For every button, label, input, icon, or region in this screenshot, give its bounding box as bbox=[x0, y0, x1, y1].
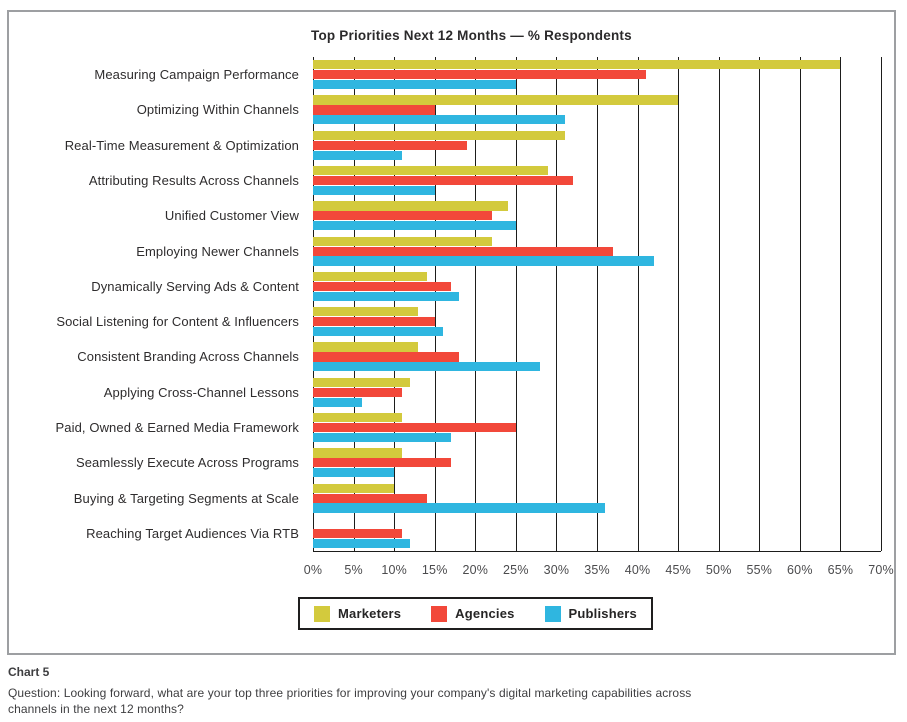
legend-swatch-icon bbox=[545, 606, 561, 622]
bar-marketers bbox=[313, 95, 678, 104]
bar-publishers bbox=[313, 115, 565, 124]
category-label: Social Listening for Content & Influencers bbox=[56, 314, 299, 330]
category-label: Reaching Target Audiences Via RTB bbox=[86, 525, 299, 541]
category-label: Unified Customer View bbox=[164, 208, 299, 224]
x-tick-label: 20% bbox=[462, 563, 489, 577]
category-label: Attributing Results Across Channels bbox=[88, 172, 299, 188]
bar-marketers bbox=[313, 131, 565, 140]
bar-marketers bbox=[313, 237, 492, 246]
category-row bbox=[0, 339, 306, 374]
bar-marketers bbox=[313, 272, 427, 281]
category-row bbox=[0, 233, 306, 268]
bar-publishers bbox=[313, 398, 362, 407]
category-row bbox=[0, 410, 306, 445]
legend-item-publishers bbox=[545, 606, 637, 622]
bar-publishers bbox=[313, 221, 516, 230]
bar-agencies bbox=[313, 141, 467, 150]
x-tick-label: 10% bbox=[381, 563, 407, 577]
bar-publishers bbox=[313, 256, 654, 265]
bar-agencies bbox=[313, 105, 435, 114]
bar-agencies bbox=[313, 70, 646, 79]
gridline bbox=[597, 57, 598, 551]
legend-swatch-icon bbox=[314, 606, 330, 622]
x-tick-label: 40% bbox=[624, 563, 651, 577]
category-label: Buying & Targeting Segments at Scale bbox=[73, 490, 299, 506]
bar-publishers bbox=[313, 80, 516, 89]
x-axis-line bbox=[313, 551, 881, 552]
category-label: Seamlessly Execute Across Programs bbox=[75, 455, 299, 471]
x-tick-label: 65% bbox=[827, 563, 854, 577]
x-axis-tick-labels bbox=[303, 563, 894, 579]
bar-marketers bbox=[313, 201, 508, 210]
x-tick-label: 50% bbox=[705, 563, 732, 577]
bar-agencies bbox=[313, 458, 451, 467]
category-label: Optimizing Within Channels bbox=[136, 102, 299, 118]
bar-publishers bbox=[313, 539, 410, 548]
legend-label: Marketers bbox=[338, 606, 402, 621]
x-tick-label: 70% bbox=[868, 563, 894, 577]
legend-label: Agencies bbox=[455, 606, 515, 621]
category-row bbox=[0, 269, 306, 304]
x-tick-label: 45% bbox=[665, 563, 691, 577]
x-tick-label: 55% bbox=[746, 563, 773, 577]
category-row bbox=[0, 516, 306, 551]
chart-question: Question: Looking forward, what are your top three priorities for improving your company's digital marketing capabilities across channels in the next 12 months? bbox=[8, 686, 692, 716]
bar-marketers bbox=[313, 342, 418, 351]
x-tick-label: 35% bbox=[584, 563, 610, 577]
category-label: Real-Time Measurement & Optimization bbox=[64, 137, 299, 153]
bar-agencies bbox=[313, 211, 492, 220]
bar-agencies bbox=[313, 529, 402, 538]
category-row bbox=[0, 480, 306, 515]
gridline bbox=[881, 57, 882, 551]
gridline bbox=[719, 57, 720, 551]
bar-agencies bbox=[313, 423, 516, 432]
bar-publishers bbox=[313, 292, 459, 301]
gridline bbox=[678, 57, 679, 551]
bar-publishers bbox=[313, 503, 605, 512]
category-row bbox=[0, 92, 306, 127]
bar-marketers bbox=[313, 166, 548, 175]
gridline bbox=[638, 57, 639, 551]
bar-agencies bbox=[313, 282, 451, 291]
gridline bbox=[840, 57, 841, 551]
bar-agencies bbox=[313, 494, 427, 503]
x-tick-label: 15% bbox=[421, 563, 448, 577]
category-label: Applying Cross-Channel Lessons bbox=[103, 384, 299, 400]
category-label: Employing Newer Channels bbox=[136, 243, 299, 259]
x-tick-label: 60% bbox=[787, 563, 813, 577]
bar-agencies bbox=[313, 352, 459, 361]
category-label: Dynamically Serving Ads & Content bbox=[91, 278, 299, 294]
chart-title: Top Priorities Next 12 Months — % Respondents bbox=[311, 28, 632, 43]
bar-marketers bbox=[313, 448, 402, 457]
category-row bbox=[0, 445, 306, 480]
chart-number-label: Chart 5 bbox=[8, 665, 50, 679]
bar-agencies bbox=[313, 388, 402, 397]
legend bbox=[298, 597, 653, 630]
bar-publishers bbox=[313, 327, 443, 336]
x-tick-label: 0% bbox=[303, 563, 323, 577]
bar-publishers bbox=[313, 151, 402, 160]
plot-area bbox=[313, 57, 881, 551]
legend-item-agencies bbox=[431, 606, 514, 622]
category-row bbox=[0, 163, 306, 198]
bar-agencies bbox=[313, 176, 573, 185]
gridline bbox=[759, 57, 760, 551]
category-label: Consistent Branding Across Channels bbox=[77, 349, 299, 365]
legend-swatch-icon bbox=[431, 606, 447, 622]
category-axis bbox=[0, 57, 306, 551]
bar-publishers bbox=[313, 433, 451, 442]
legend-item-marketers bbox=[314, 606, 401, 622]
category-row bbox=[0, 198, 306, 233]
bar-publishers bbox=[313, 468, 394, 477]
bar-publishers bbox=[313, 362, 540, 371]
category-label: Paid, Owned & Earned Media Framework bbox=[55, 419, 299, 435]
x-tick-label: 5% bbox=[344, 563, 363, 577]
category-row bbox=[0, 304, 306, 339]
bar-publishers bbox=[313, 186, 435, 195]
bar-marketers bbox=[313, 307, 418, 316]
bar-agencies bbox=[313, 317, 435, 326]
category-row bbox=[0, 375, 306, 410]
legend-label: Publishers bbox=[568, 606, 637, 621]
category-row bbox=[0, 57, 306, 92]
bar-agencies bbox=[313, 247, 613, 256]
x-tick-label: 30% bbox=[543, 563, 570, 577]
bar-marketers bbox=[313, 413, 402, 422]
bar-marketers bbox=[313, 378, 410, 387]
category-label: Measuring Campaign Performance bbox=[94, 67, 299, 83]
gridline bbox=[800, 57, 801, 551]
category-row bbox=[0, 128, 306, 163]
x-tick-label: 25% bbox=[503, 563, 529, 577]
bar-marketers bbox=[313, 60, 840, 69]
bar-marketers bbox=[313, 484, 394, 493]
